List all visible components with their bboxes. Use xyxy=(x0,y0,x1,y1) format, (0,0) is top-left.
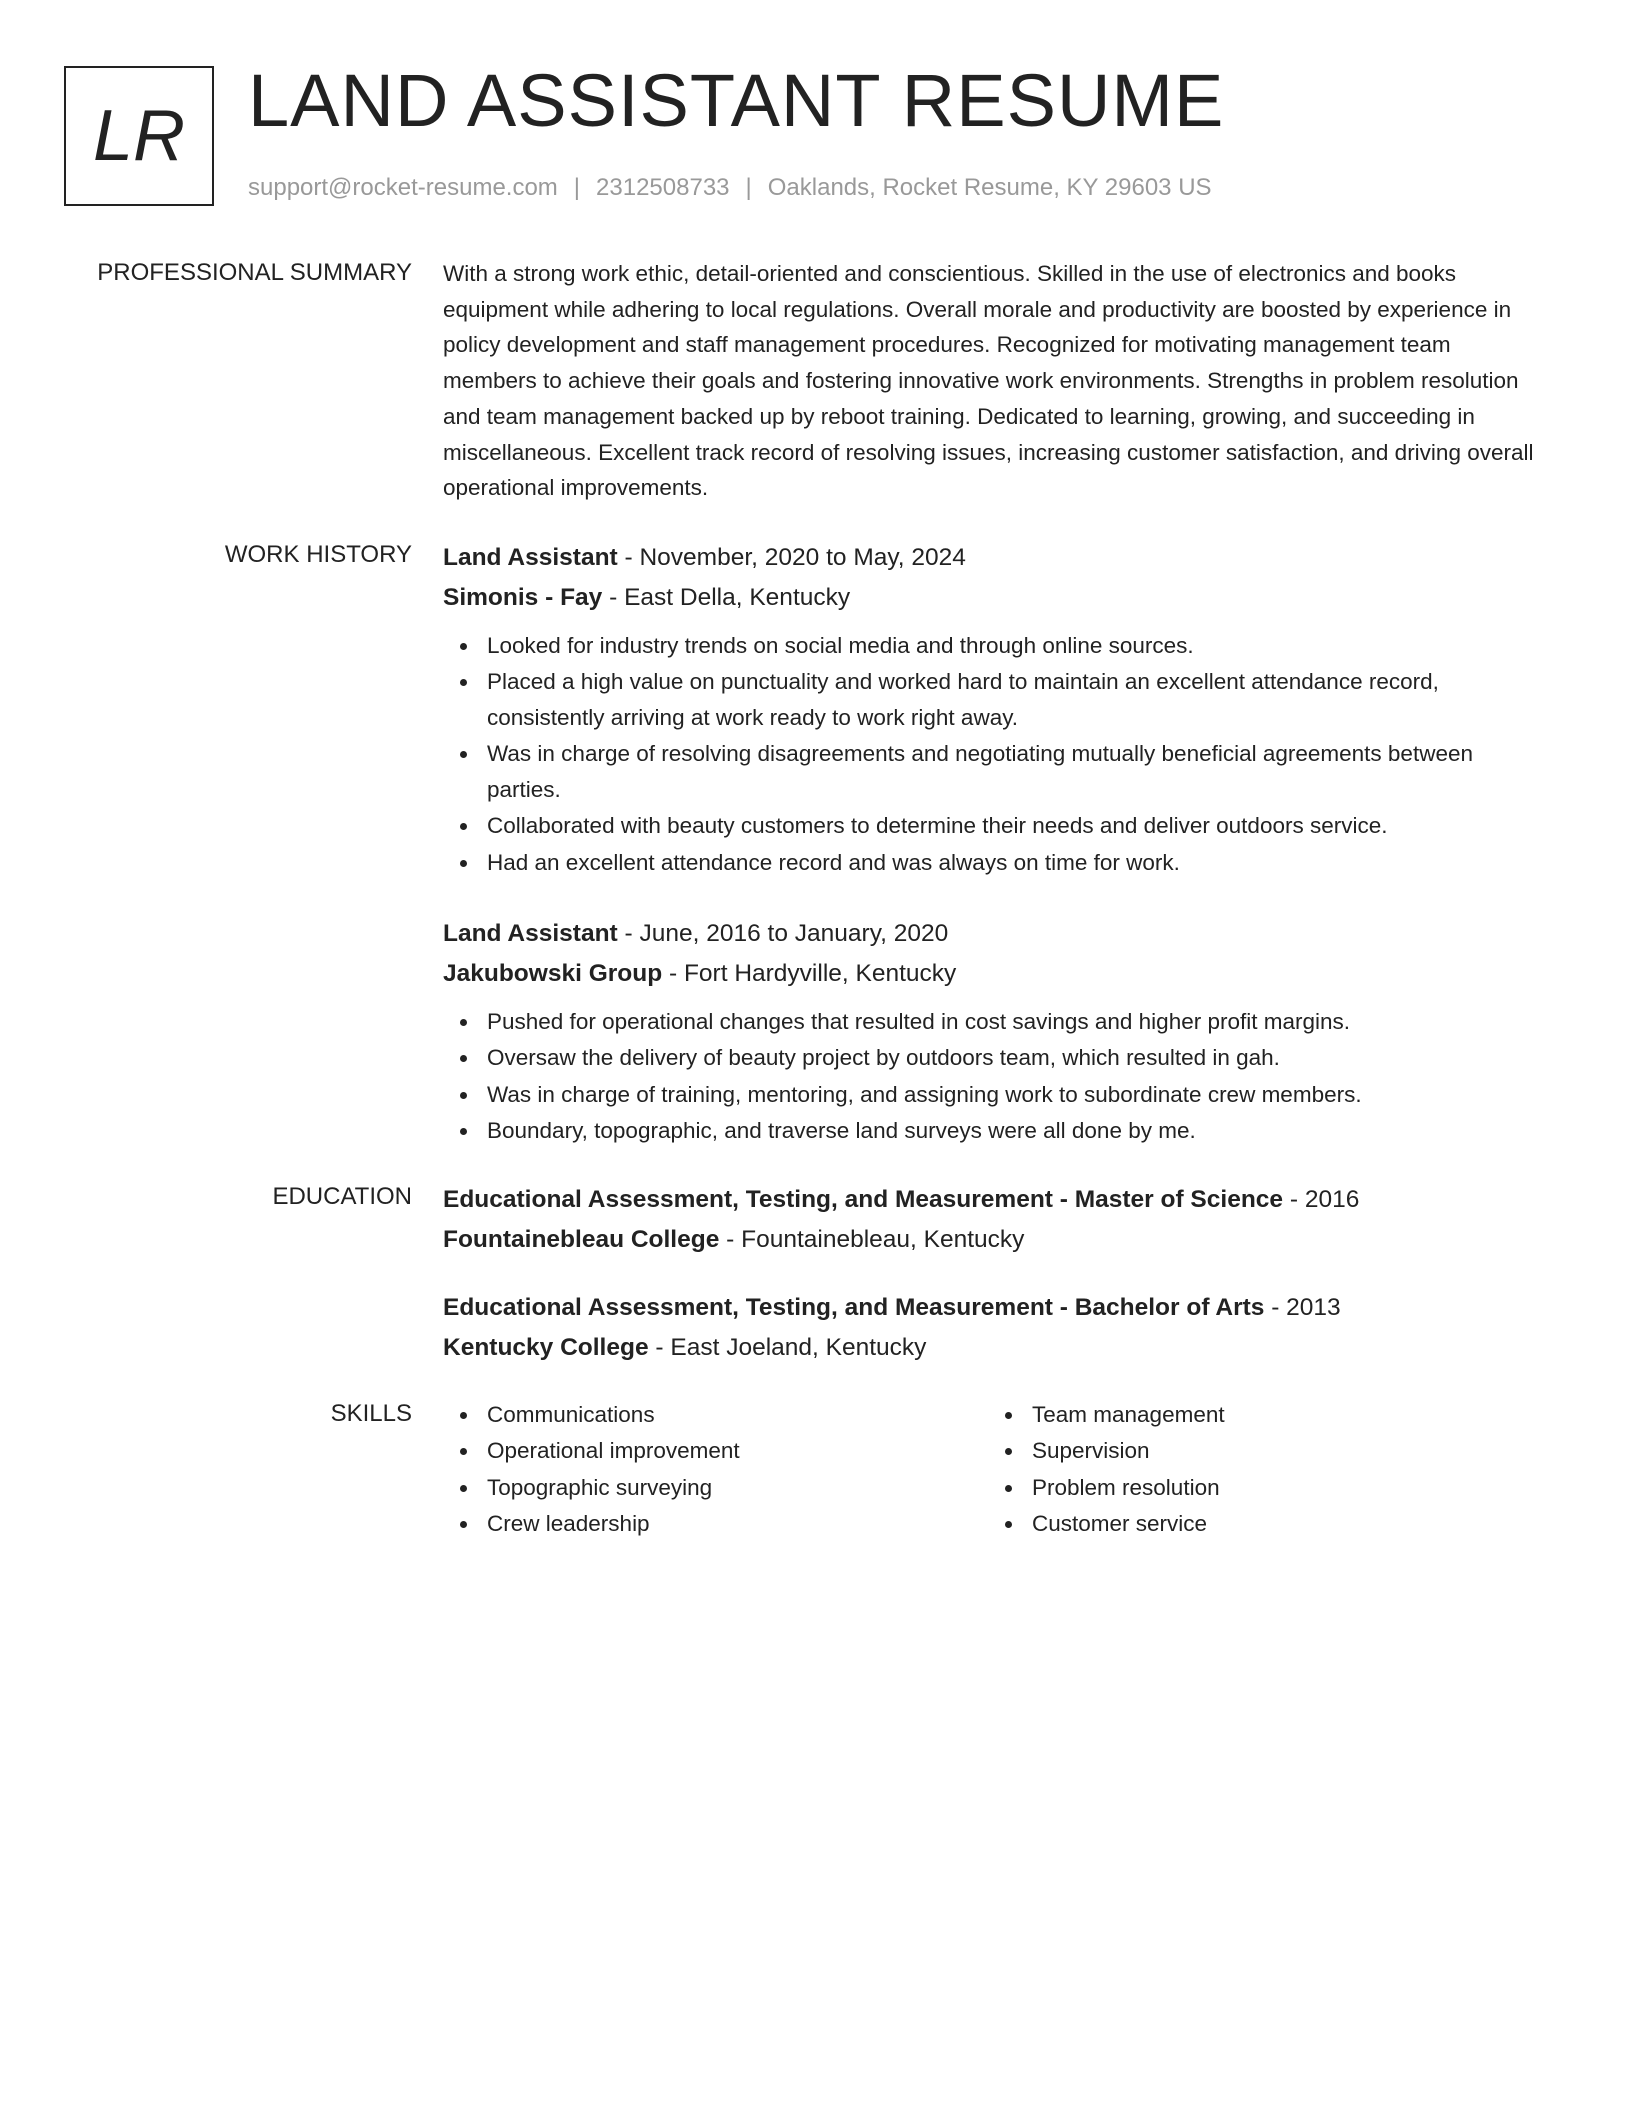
contact-separator: | xyxy=(745,174,752,201)
education-degree: Educational Assessment, Testing, and Measurement - Bachelor of Arts xyxy=(443,1294,1265,1321)
contact-phone[interactable]: 2312508733 xyxy=(596,174,730,201)
skills-columns xyxy=(443,1397,1543,1542)
resume-title: LAND ASSISTANT RESUME xyxy=(248,59,1225,142)
job-bullet: Was in charge of resolving disagreements and negotiating mutually beneficial agreements between parties. xyxy=(487,736,1543,807)
job-location: - East Della, Kentucky xyxy=(602,584,851,611)
job-bullets xyxy=(443,1004,1543,1149)
job-title: Land Assistant xyxy=(443,544,618,571)
education-degree: Educational Assessment, Testing, and Measurement - Master of Science xyxy=(443,1186,1284,1213)
job-bullet: Looked for industry trends on social media and through online sources. xyxy=(487,628,1543,664)
contact-line xyxy=(248,174,1212,202)
skill-item: Communications xyxy=(487,1397,988,1433)
job-entry xyxy=(443,914,1543,1149)
summary-heading: PROFESSIONAL SUMMARY xyxy=(97,259,412,286)
job-bullet: Was in charge of training, mentoring, and assigning work to subordinate crew members. xyxy=(487,1077,1543,1113)
job-company: Jakubowski Group xyxy=(443,960,663,987)
skills-heading: SKILLS xyxy=(330,1400,412,1427)
job-company-line xyxy=(443,578,1543,618)
job-bullet: Boundary, topographic, and traverse land surveys were all done by me. xyxy=(487,1113,1543,1149)
education-year: - 2016 xyxy=(1283,1186,1360,1213)
job-bullet: Collaborated with beauty customers to determine their needs and deliver outdoors service. xyxy=(487,808,1543,844)
education-school: Kentucky College xyxy=(443,1334,649,1361)
education-year: - 2013 xyxy=(1264,1294,1341,1321)
education-school-line xyxy=(443,1220,1543,1260)
skills-column-right xyxy=(988,1397,1533,1542)
job-company-line xyxy=(443,954,1543,994)
contact-email[interactable]: support@rocket-resume.com xyxy=(248,174,558,201)
skill-item: Crew leadership xyxy=(487,1506,988,1542)
contact-address: Oaklands, Rocket Resume, KY 29603 US xyxy=(767,174,1212,201)
job-bullet: Pushed for operational changes that resulted in cost savings and higher profit margins. xyxy=(487,1004,1543,1040)
education-entry xyxy=(443,1180,1543,1260)
job-title: Land Assistant xyxy=(443,920,618,947)
work-history-heading: WORK HISTORY xyxy=(224,541,412,568)
summary-text: With a strong work ethic, detail-oriented and conscientious. Skilled in the use of electronics and books equipment while adhering to local regulations. Overall morale and productivity are boosted by experience in policy development and staff management procedures. Recognized for motivating management team members to achieve their goals and fostering innovative work environments. Strengths in problem resolution and team management backed up by reboot training. Dedicated to learning, growing, and succeeding in miscellaneous. Excellent track record of resolving issues, increasing customer satisfaction, and driving overall operational improvements. xyxy=(443,261,1534,501)
job-title-line xyxy=(443,538,1543,578)
education-entry xyxy=(443,1288,1543,1368)
education-heading: EDUCATION xyxy=(272,1183,412,1210)
skill-item: Operational improvement xyxy=(487,1433,988,1469)
job-bullet: Had an excellent attendance record and was always on time for work. xyxy=(487,845,1543,881)
education-school: Fountainebleau College xyxy=(443,1226,720,1253)
job-entry xyxy=(443,538,1543,880)
skill-item: Topographic surveying xyxy=(487,1470,988,1506)
skills-list xyxy=(443,1397,988,1542)
contact-separator: | xyxy=(573,174,581,201)
education-location: - Fountainebleau, Kentucky xyxy=(719,1226,1025,1253)
skill-item: Problem resolution xyxy=(1032,1470,1533,1506)
monogram-logo: LR xyxy=(64,66,214,206)
job-title-line xyxy=(443,914,1543,954)
job-bullets xyxy=(443,628,1543,880)
job-bullet: Oversaw the delivery of beauty project by outdoors team, which resulted in gah. xyxy=(487,1040,1543,1076)
job-location: - Fort Hardyville, Kentucky xyxy=(662,960,957,987)
job-dates: - June, 2016 to January, 2020 xyxy=(617,920,949,947)
job-dates: - November, 2020 to May, 2024 xyxy=(617,544,966,571)
skill-item: Supervision xyxy=(1032,1433,1533,1469)
job-company: Simonis - Fay xyxy=(443,584,603,611)
skill-item: Customer service xyxy=(1032,1506,1533,1542)
education-degree-line xyxy=(443,1180,1543,1220)
skills-list xyxy=(988,1397,1533,1542)
education-location: - East Joeland, Kentucky xyxy=(648,1334,927,1361)
education-degree-line xyxy=(443,1288,1543,1328)
education-school-line xyxy=(443,1328,1543,1368)
skill-item: Team management xyxy=(1032,1397,1533,1433)
skills-column-left xyxy=(443,1397,988,1542)
job-bullet: Placed a high value on punctuality and worked hard to maintain an excellent attendance record, consistently arriving at work ready to work right away. xyxy=(487,664,1543,735)
